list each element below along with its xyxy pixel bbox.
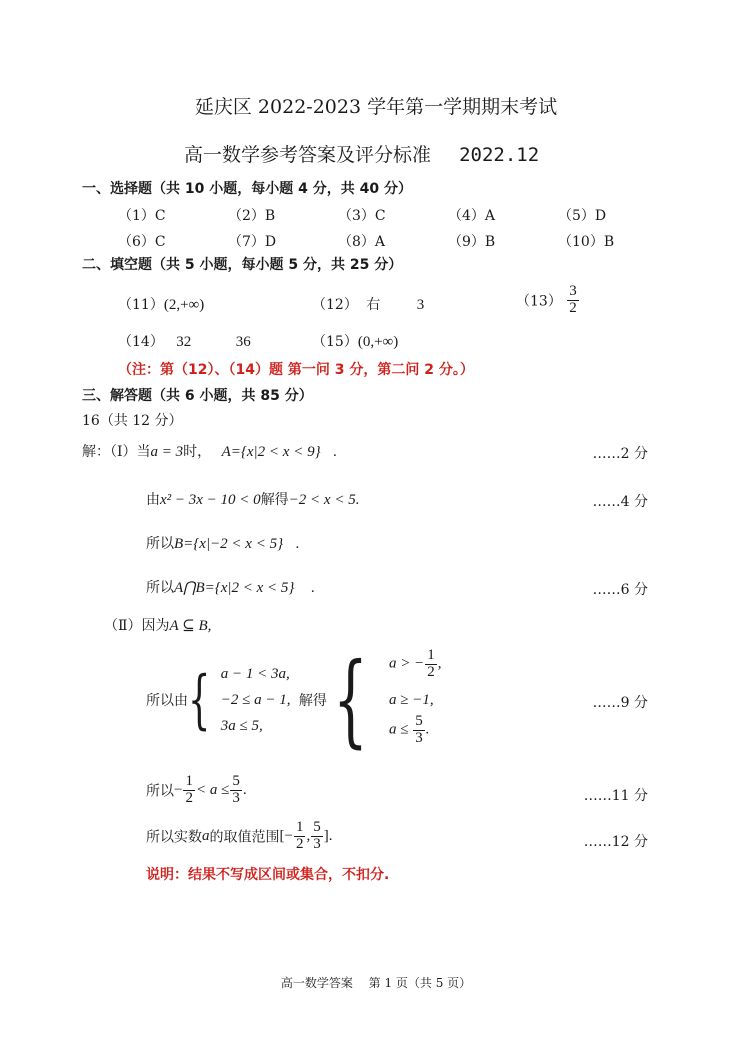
choice-2: （2）B	[228, 208, 276, 224]
range-frac-1	[294, 820, 306, 853]
fill-11-answer: (2,+∞)	[163, 297, 205, 313]
intersection-definition: A⋂B={x|2 < x < 5}	[174, 580, 295, 596]
q16-part2-line1	[104, 615, 211, 635]
ineq-frac-2	[230, 774, 242, 807]
fill-13	[516, 284, 580, 317]
system-right-3: a ≤ $\frac{5}{3}$ .	[388, 713, 430, 746]
fill-14	[118, 331, 251, 351]
choice-8: （8）A	[338, 234, 386, 250]
q16-part2-ineq	[146, 774, 247, 807]
system-right-3-num: 5	[415, 713, 423, 729]
system-prefix: 所以由	[146, 693, 188, 709]
points-2: ……2 分	[592, 446, 648, 462]
minus-sign: −	[174, 781, 183, 798]
system-right-3-frac	[413, 714, 425, 747]
choice-4: （4）A	[448, 208, 496, 224]
part1-label: 解：（Ⅰ）当	[82, 444, 151, 460]
points-12: ……12 分	[583, 834, 648, 850]
fill-12-answer-a: 右	[366, 297, 381, 313]
part2-label: （Ⅱ）因为	[104, 618, 170, 634]
right-brace-icon: {	[333, 641, 369, 758]
period-ineq: .	[242, 781, 247, 798]
fill-15-answer: (0,+∞)	[357, 334, 399, 350]
points-11: ……11 分	[583, 788, 648, 804]
ineq-prefix: 所以	[146, 783, 174, 800]
range-open: [−	[279, 827, 293, 844]
range-den-1: 2	[295, 835, 304, 852]
choice-5: （5）D	[558, 208, 607, 224]
choice-3: （3）C	[338, 208, 386, 224]
fill-14-answer-a: 32	[176, 334, 192, 350]
ineq-den-1: 2	[185, 789, 193, 806]
range-mid: 的取值范围	[209, 829, 280, 846]
range-prefix: 所以实数	[146, 829, 202, 846]
fill-15-label: （15）	[312, 334, 358, 350]
fill-14-answer-b: 36	[235, 334, 251, 350]
fill-11	[118, 294, 204, 314]
points-6: ……6 分	[592, 582, 648, 598]
fill-13-fraction	[567, 284, 579, 317]
exam-title: 延庆区 2022-2023 学年第一学期期末考试	[194, 96, 558, 118]
system-right-1-den: 2	[427, 663, 435, 680]
system-right-1-num: 1	[427, 647, 435, 663]
fill-12-label: （12）	[312, 297, 358, 313]
system-right-3-den: 3	[415, 729, 423, 746]
set-a-definition: A={x|2 < x < 9}	[221, 444, 321, 460]
q16-title: 16（共 12 分）	[82, 413, 183, 429]
choice-6: （6）C	[118, 234, 166, 250]
line2-solve: 解得	[260, 492, 289, 508]
range-den-2: 3	[313, 835, 321, 852]
fill-13-denominator: 2	[569, 299, 577, 316]
page-footer: 高一数学答案 第 1 页（共 5 页）	[280, 976, 472, 990]
q16-part1-line1	[82, 441, 337, 461]
range-variable: a	[202, 827, 210, 844]
q16-part1-line2	[146, 489, 359, 509]
quadratic-inequality: x² − 3x − 10 < 0	[160, 492, 261, 508]
part1-when: 时，	[183, 444, 212, 460]
q16-part1-line4	[146, 577, 315, 597]
section3-heading: 三、解答题（共 6 小题，共 85 分）	[82, 388, 313, 404]
inequality-system	[146, 641, 442, 758]
system-left-3: 3a ≤ 5,	[220, 718, 263, 734]
range-num-1: 1	[295, 819, 304, 835]
range-comma: ,	[306, 827, 311, 844]
range-frac-2	[311, 820, 323, 853]
line2-prefix: 由	[146, 492, 160, 508]
q16-part2-range	[146, 820, 332, 853]
system-right-3-text: a ≤	[388, 721, 409, 738]
fill-12	[312, 294, 424, 314]
grading-remark: 说明：结果不写成区间或集合，不扣分.	[146, 867, 390, 883]
choice-1: （1）C	[118, 208, 166, 224]
answer-key-title	[184, 140, 539, 167]
set-b-definition: B={x|−2 < x < 5}	[174, 536, 284, 552]
fill-13-numerator: 3	[569, 283, 577, 299]
system-right-1: a > − $\frac{1}{2}$ ,	[388, 647, 442, 680]
exam-date: 2022.12	[459, 144, 540, 166]
subset-relation: A ⊆ B,	[169, 618, 212, 634]
section2-heading: 二、填空题（共 5 小题，每小题 5 分，共 25 分）	[82, 257, 403, 273]
range-num-2: 5	[313, 819, 321, 835]
system-solve: 解得	[298, 693, 327, 709]
answer-key-subtitle: 高一数学参考答案及评分标准	[184, 144, 432, 166]
choice-7: （7）D	[228, 234, 277, 250]
ineq-den-2: 3	[232, 789, 240, 806]
section1-heading: 一、选择题（共 10 小题，每小题 4 分，共 40 分）	[82, 181, 412, 197]
points-4: ……4 分	[592, 494, 648, 510]
fill-11-label: （11）	[118, 297, 164, 313]
ineq-frac-1	[183, 774, 195, 807]
line2-result: −2 < x < 5.	[288, 492, 360, 508]
choice-9: （9）B	[448, 234, 496, 250]
system-left	[221, 661, 291, 739]
choice-10: （10）B	[558, 234, 615, 250]
system-right-2: a ≥ −1,	[388, 692, 434, 708]
fill-12-answer-b: 3	[416, 297, 425, 313]
period-3: .	[295, 536, 300, 552]
system-right-1-frac	[425, 648, 437, 681]
fill-15	[312, 331, 398, 351]
period-1: .	[333, 444, 337, 460]
ineq-num-2: 5	[232, 773, 240, 789]
ineq-num-1: 1	[185, 773, 193, 789]
q16-part1-line3	[146, 533, 299, 553]
ineq-middle: < a ≤	[195, 781, 230, 798]
system-left-1: a − 1 < 3a,	[220, 666, 290, 682]
system-left-2: −2 ≤ a − 1,	[220, 692, 291, 708]
period-4: .	[310, 580, 315, 596]
line3-prefix: 所以	[146, 536, 174, 552]
system-right	[389, 648, 442, 752]
line4-prefix: 所以	[146, 580, 174, 596]
fill-14-label: （14）	[118, 334, 164, 350]
fill-13-label: （13）	[516, 293, 562, 310]
left-brace-icon: {	[188, 663, 211, 737]
part1-condition: a = 3	[150, 444, 184, 460]
points-9: ……9 分	[592, 695, 648, 711]
range-close: ].	[323, 827, 333, 844]
system-right-1-text: a > −	[388, 655, 425, 672]
fill-note: （注：第（12）、（14）题 第一问 3 分，第二问 2 分。）	[118, 362, 474, 378]
